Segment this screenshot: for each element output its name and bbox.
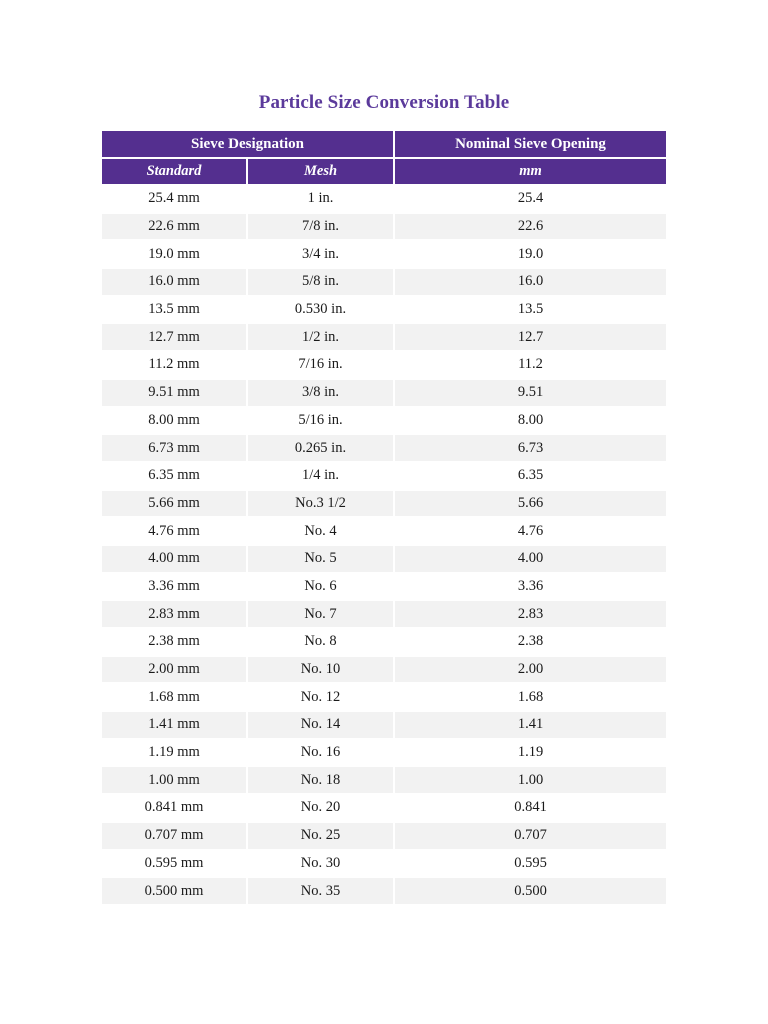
cell-mm: 16.0 (394, 268, 666, 296)
cell-mesh: 0.265 in. (247, 434, 394, 462)
subheader-mesh: Mesh (247, 158, 394, 185)
page-title: Particle Size Conversion Table (258, 92, 510, 113)
cell-standard: 6.73 mm (102, 434, 247, 462)
cell-mesh: No. 30 (247, 850, 394, 878)
cell-mesh: No. 8 (247, 628, 394, 656)
cell-mm: 12.7 (394, 323, 666, 351)
cell-mesh: No. 20 (247, 794, 394, 822)
conversion-table (102, 131, 666, 904)
table-row (102, 877, 666, 904)
cell-standard: 11.2 mm (102, 351, 247, 379)
table-row (102, 434, 666, 462)
table-row (102, 822, 666, 850)
table-row (102, 850, 666, 878)
table-row (102, 545, 666, 573)
cell-mm: 6.73 (394, 434, 666, 462)
table-row (102, 766, 666, 794)
cell-standard: 1.19 mm (102, 739, 247, 767)
table-row (102, 462, 666, 490)
cell-mm: 1.19 (394, 739, 666, 767)
cell-standard: 2.00 mm (102, 656, 247, 684)
cell-mm: 4.76 (394, 517, 666, 545)
cell-standard: 9.51 mm (102, 379, 247, 407)
cell-mesh: No. 18 (247, 766, 394, 794)
table-row (102, 794, 666, 822)
cell-mm: 0.595 (394, 850, 666, 878)
cell-mm: 2.00 (394, 656, 666, 684)
cell-mm: 5.66 (394, 490, 666, 518)
cell-mm: 0.707 (394, 822, 666, 850)
header-sieve-designation: Sieve Designation (102, 131, 394, 158)
table-row (102, 268, 666, 296)
header-nominal-sieve-opening: Nominal Sieve Opening (394, 131, 666, 158)
conversion-table-container (102, 131, 666, 904)
subheader-mm: mm (394, 158, 666, 185)
cell-mesh: No. 7 (247, 600, 394, 628)
cell-standard: 8.00 mm (102, 407, 247, 435)
table-row (102, 213, 666, 241)
cell-mm: 3.36 (394, 573, 666, 601)
cell-mm: 1.00 (394, 766, 666, 794)
cell-mesh: 7/16 in. (247, 351, 394, 379)
cell-mesh: 0.530 in. (247, 296, 394, 324)
cell-mesh: 5/8 in. (247, 268, 394, 296)
cell-standard: 0.841 mm (102, 794, 247, 822)
table-body (102, 185, 666, 904)
cell-standard: 2.83 mm (102, 600, 247, 628)
cell-standard: 4.00 mm (102, 545, 247, 573)
cell-mesh: 7/8 in. (247, 213, 394, 241)
table-header (102, 131, 666, 185)
cell-mm: 11.2 (394, 351, 666, 379)
cell-mm: 8.00 (394, 407, 666, 435)
table-row (102, 711, 666, 739)
cell-mesh: No. 12 (247, 683, 394, 711)
cell-mm: 13.5 (394, 296, 666, 324)
cell-mm: 22.6 (394, 213, 666, 241)
cell-standard: 1.68 mm (102, 683, 247, 711)
table-row (102, 683, 666, 711)
cell-standard: 19.0 mm (102, 240, 247, 268)
cell-standard: 12.7 mm (102, 323, 247, 351)
cell-standard: 0.500 mm (102, 877, 247, 904)
table-row (102, 739, 666, 767)
cell-standard: 1.41 mm (102, 711, 247, 739)
cell-mesh: No. 5 (247, 545, 394, 573)
cell-mesh: 1 in. (247, 185, 394, 213)
cell-mm: 19.0 (394, 240, 666, 268)
table-row (102, 351, 666, 379)
group-header-row (102, 131, 666, 158)
cell-mm: 1.68 (394, 683, 666, 711)
cell-mm: 1.41 (394, 711, 666, 739)
cell-mm: 6.35 (394, 462, 666, 490)
table-row (102, 573, 666, 601)
cell-mesh: No. 35 (247, 877, 394, 904)
cell-mm: 2.83 (394, 600, 666, 628)
table-row (102, 379, 666, 407)
cell-mm: 0.841 (394, 794, 666, 822)
cell-mm: 25.4 (394, 185, 666, 213)
table-row (102, 517, 666, 545)
cell-mesh: 5/16 in. (247, 407, 394, 435)
cell-standard: 4.76 mm (102, 517, 247, 545)
cell-mesh: No. 16 (247, 739, 394, 767)
table-row (102, 185, 666, 213)
cell-standard: 6.35 mm (102, 462, 247, 490)
table-row (102, 240, 666, 268)
cell-standard: 1.00 mm (102, 766, 247, 794)
cell-mesh: No. 25 (247, 822, 394, 850)
table-row (102, 407, 666, 435)
cell-mesh: 1/4 in. (247, 462, 394, 490)
cell-standard: 0.707 mm (102, 822, 247, 850)
cell-mm: 2.38 (394, 628, 666, 656)
cell-standard: 5.66 mm (102, 490, 247, 518)
table-row (102, 600, 666, 628)
cell-standard: 16.0 mm (102, 268, 247, 296)
cell-mesh: 1/2 in. (247, 323, 394, 351)
cell-mesh: No. 14 (247, 711, 394, 739)
sub-header-row (102, 158, 666, 185)
cell-standard: 25.4 mm (102, 185, 247, 213)
cell-standard: 2.38 mm (102, 628, 247, 656)
cell-mm: 0.500 (394, 877, 666, 904)
cell-mesh: 3/4 in. (247, 240, 394, 268)
cell-mesh: 3/8 in. (247, 379, 394, 407)
cell-standard: 22.6 mm (102, 213, 247, 241)
cell-standard: 3.36 mm (102, 573, 247, 601)
table-row (102, 490, 666, 518)
cell-mm: 4.00 (394, 545, 666, 573)
cell-mesh: No.3 1/2 (247, 490, 394, 518)
table-row (102, 628, 666, 656)
cell-mm: 9.51 (394, 379, 666, 407)
table-row (102, 323, 666, 351)
subheader-standard: Standard (102, 158, 247, 185)
table-row (102, 296, 666, 324)
table-row (102, 656, 666, 684)
cell-standard: 13.5 mm (102, 296, 247, 324)
cell-mesh: No. 4 (247, 517, 394, 545)
cell-mesh: No. 6 (247, 573, 394, 601)
cell-standard: 0.595 mm (102, 850, 247, 878)
cell-mesh: No. 10 (247, 656, 394, 684)
